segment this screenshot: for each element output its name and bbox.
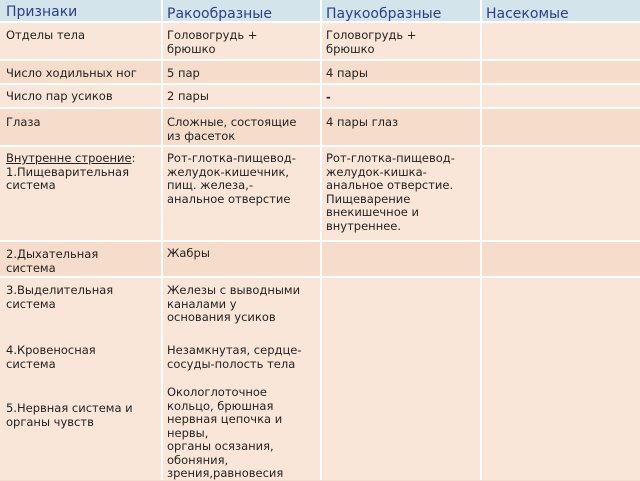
row-eyes-crustaceans: Сложные, состоящие из фасеток bbox=[167, 115, 297, 143]
row-digestive-label bbox=[6, 152, 135, 193]
header-crustaceans: Ракообразные bbox=[167, 6, 272, 22]
row-excretory-label: 3.Выделительная система bbox=[6, 283, 114, 311]
row-body-parts-crustaceans: Головогрудь + брюшко bbox=[167, 28, 258, 56]
row-body-parts-arachnids: Головогрудь + брюшко bbox=[326, 28, 417, 56]
row-digestive-arachnids: Рот-глотка-пищевод- желудок-кишка- анальное отверстие. Пищеварение внекишечное и внутреннее. bbox=[326, 151, 455, 233]
internal-structure-heading: Внутренне строение bbox=[6, 151, 132, 165]
row-respiratory-crustaceans: Жабры bbox=[167, 246, 210, 260]
digestive-system-label: : 1.Пищеварительная система bbox=[6, 151, 136, 192]
row-legs-label: Число ходильных ног bbox=[6, 66, 137, 80]
row-legs-arachnids: 4 пары bbox=[326, 66, 368, 80]
row-excretory-crustaceans: Железы с выводными каналами у основания усиков bbox=[167, 283, 301, 324]
row-antennae-label: Число пар усиков bbox=[6, 89, 113, 103]
row-respiratory-label: 2.Дыхательная система bbox=[6, 247, 99, 275]
header-traits: Признаки bbox=[6, 4, 78, 20]
row-nervous-crustaceans: Окологлоточное кольцо, брюшная нервная цепочка и нервы, органы осязания, обоняния, зрения,равновесия bbox=[167, 385, 284, 480]
row-circulatory-crustaceans: Незамкнутая, сердце- сосуды-полость тела bbox=[167, 343, 302, 371]
row-legs-crustaceans: 5 пар bbox=[167, 66, 200, 80]
row-eyes-arachnids: 4 пары глаз bbox=[326, 115, 399, 129]
row-circulatory-label: 4.Кровеносная система bbox=[6, 343, 96, 371]
header-insects: Насекомые bbox=[486, 6, 569, 22]
row-eyes-label: Глаза bbox=[6, 115, 41, 129]
row-nervous-label: 5.Нервная система и органы чувств bbox=[6, 401, 133, 429]
row-body-parts-label: Отделы тела bbox=[6, 28, 86, 42]
row-antennae-crustaceans: 2 пары bbox=[167, 89, 209, 103]
header-arachnids: Паукообразные bbox=[326, 6, 442, 22]
row-digestive-crustaceans: Рот-глотка-пищевод- желудок-кишечник, пищ. железа,- анальное отверстие bbox=[167, 151, 296, 206]
row-antennae-arachnids: - bbox=[326, 90, 331, 104]
